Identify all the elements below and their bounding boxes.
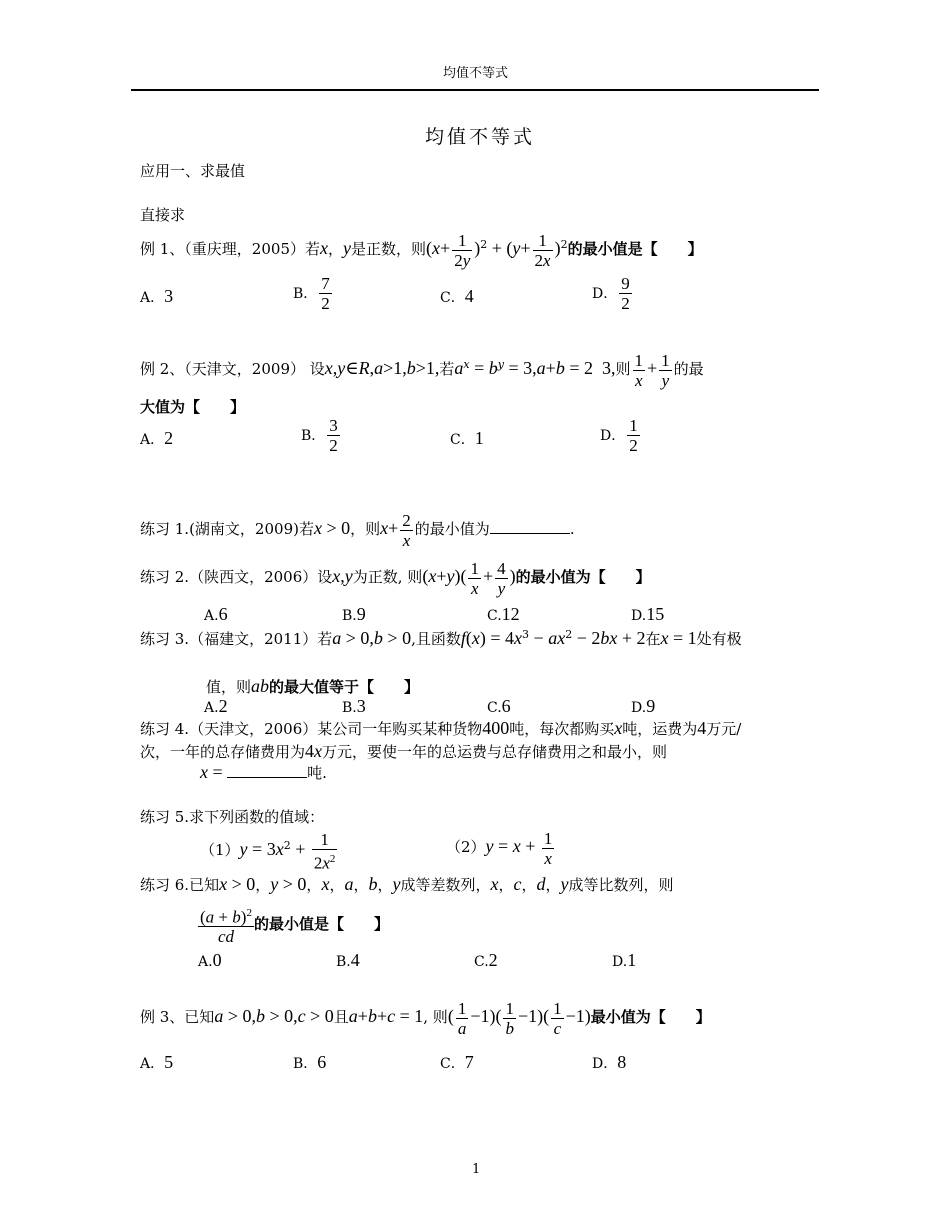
example-3-option-b: B．6 bbox=[293, 1052, 327, 1072]
example-1-option-a: A．3 bbox=[140, 286, 174, 306]
practice-6-option-b: B.4 bbox=[336, 950, 360, 970]
practice-6-option-d: D.1 bbox=[612, 950, 637, 970]
practice-4-line1: 练习 4.（天津文，2006）某公司一年购买某种货物400吨，每次都购买x吨，运费为4万元/ bbox=[140, 718, 742, 738]
running-header: 均值不等式 bbox=[443, 66, 509, 81]
practice-6-option-a: A.0 bbox=[198, 950, 222, 970]
practice-2-option-c: C.12 bbox=[487, 604, 520, 624]
practice-5-item-1: $(1)y = 3x^2$ + $\frac{1}{2x^2}$ bbox=[200, 829, 336, 873]
practice-5-item-2: （2）y = x + $\frac{1}{x}$ bbox=[446, 828, 553, 868]
practice-6-line2: $\frac{(a + b)^2}{cd}$ 的最小值是【 】 bbox=[198, 902, 389, 946]
practice-4-line2: 次，一年的总存储费用为4x万元，要使一年的总运费与总存储费用之和最小，则 bbox=[140, 741, 668, 761]
section-heading: 应用一、求最值 bbox=[140, 162, 246, 180]
practice-3-option-d: D.9 bbox=[631, 696, 656, 716]
practice-6: 练习 6.已知x > 0，y > 0，x，a，b，y成等差数列，x，c，d，y成等比数列，则 bbox=[140, 874, 674, 894]
example-3-question: 例 3、已知a > 0,b > 0,c > 0且a+b+c = 1, 则( $\frac{1}{a}$ −1)( $\frac{1}{b}$ −1)( $\frac{1}{c}$ −1)最小值为【 】 bbox=[140, 998, 711, 1038]
example-2-option-c: C．1 bbox=[450, 428, 484, 448]
practice-5: 练习 5.求下列函数的值域： bbox=[140, 808, 325, 826]
example-1-option-c: C．4 bbox=[440, 286, 474, 306]
header-rule bbox=[131, 89, 819, 91]
page-title: 均值不等式 bbox=[425, 126, 536, 148]
practice-2: 练习 2.（陕西文，2006）设x,y为正数, 则(x+y)( $\frac{1}{x}$ + $\frac{4}{y}$ )的最小值为【 】 bbox=[140, 558, 651, 598]
practice-2-option-b: B.9 bbox=[342, 604, 366, 624]
practice-3-option-b: B.3 bbox=[342, 696, 366, 716]
page-number: 1 bbox=[472, 1162, 481, 1177]
example-1-question: 例 1、（重庆理，2005）若x，y是正数，则(x+ $\frac{1}{2y}$ )$^2$ + (y+ $\frac{1}{2x}$ )$^2$的最小值是【 】 bbox=[140, 230, 703, 270]
subsection-heading: 直接求 bbox=[140, 206, 186, 224]
example-2-question-line2: 大值为【 】 bbox=[140, 398, 246, 416]
practice-3-option-c: C.6 bbox=[487, 696, 511, 716]
example-2-question: 例 2、（天津文，2009） 设x,y∈R,a>1,b>1,若$a^x = b^y = 3,a+b = 2$ 3,则 $\frac{1}{x}$ + $\frac{1}{y}$ 的最 bbox=[140, 350, 704, 390]
practice-3-line2: 值，则ab的最大值等于【 】 bbox=[206, 676, 420, 696]
example-2-option-a: A．2 bbox=[140, 428, 174, 448]
practice-1: 练习 1.(湖南文，2009)若x > 0，则x+ $\frac{2}{x}$ 的最小值为 . bbox=[140, 510, 575, 550]
practice-2-option-d: D.15 bbox=[631, 604, 665, 624]
example-3-option-a: A．5 bbox=[140, 1052, 174, 1072]
example-3-option-d: D．8 bbox=[592, 1052, 627, 1072]
practice-2-option-a: A.6 bbox=[204, 604, 228, 624]
example-3-option-c: C．7 bbox=[440, 1052, 474, 1072]
practice-4-line3: x = 吨. bbox=[200, 762, 327, 782]
practice-3: 练习 3.（福建文，2011）若a > 0,b > 0,且函数$f(x) = 4x^3 - ax^2 - 2bx + 2$在x = 1处有极 bbox=[140, 628, 742, 648]
practice-6-option-c: C.2 bbox=[474, 950, 498, 970]
practice-3-option-a: A.2 bbox=[204, 696, 228, 716]
example-1-option-b: B． $\frac{7}{2}$ bbox=[293, 274, 330, 313]
example-2-option-b: B． $\frac{3}{2}$ bbox=[301, 416, 338, 455]
example-2-option-d: D． $\frac{1}{2}$ bbox=[600, 416, 638, 455]
example-1-option-d: D． $\frac{9}{2}$ bbox=[592, 274, 630, 313]
